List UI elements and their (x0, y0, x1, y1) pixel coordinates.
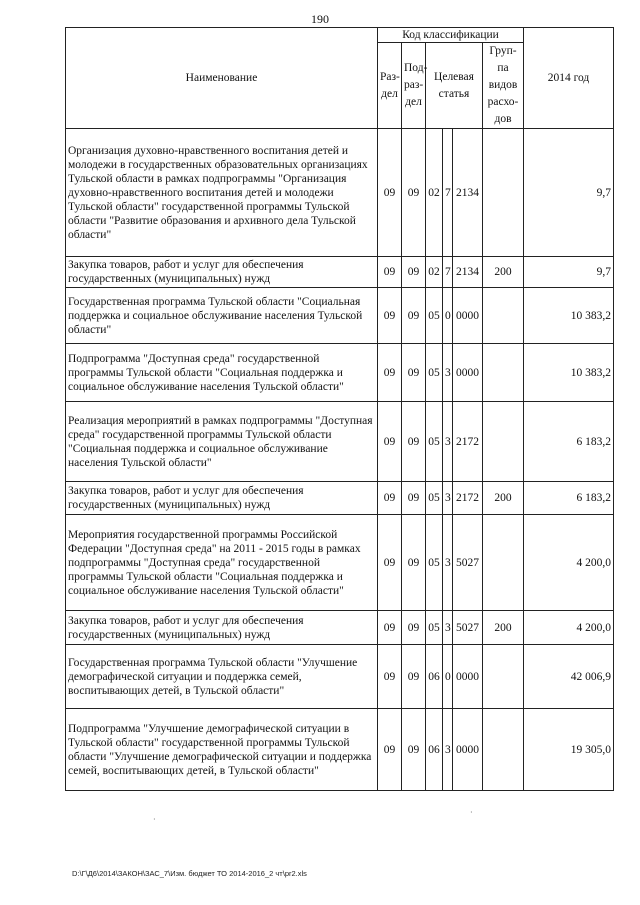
row-target-program: 05 (426, 515, 443, 611)
table-row (66, 402, 614, 482)
row-target-program: 06 (426, 645, 443, 709)
row-target-subprogram: 3 (443, 344, 453, 402)
row-section: 09 (378, 402, 402, 482)
row-expense-group: 200 (483, 257, 524, 288)
row-section: 09 (378, 257, 402, 288)
row-section: 09 (378, 344, 402, 402)
row-section: 09 (378, 129, 402, 257)
header-target-article: Целевая статья (426, 43, 483, 129)
row-name: Подпрограмма "Улучшение демографической ситуации в Тульской области" государственной программы Тульской области "Улучшение демографической ситуации и поддержка семей, воспитывающих детей, в Тульской области" (66, 709, 378, 791)
row-subsection: 09 (402, 344, 426, 402)
row-expense-group (483, 129, 524, 257)
header-section: Раз- дел (378, 43, 402, 129)
row-expense-group (483, 515, 524, 611)
row-subsection: 09 (402, 288, 426, 344)
row-target-program: 05 (426, 288, 443, 344)
table-row (66, 709, 614, 791)
row-target-subprogram: 7 (443, 257, 453, 288)
row-subsection: 09 (402, 257, 426, 288)
row-expense-group (483, 402, 524, 482)
header-expense-group: Груп- па видов расхо- дов (483, 43, 524, 129)
row-subsection: 09 (402, 129, 426, 257)
row-target-subprogram: 7 (443, 129, 453, 257)
row-name: Закупка товаров, работ и услуг для обеспечения государственных (муниципальных) нужд (66, 257, 378, 288)
row-amount: 6 183,2 (524, 482, 614, 515)
row-target-code: 2134 (453, 257, 483, 288)
row-section: 09 (378, 645, 402, 709)
header-classification: Код классификации (378, 28, 524, 43)
row-target-program: 05 (426, 344, 443, 402)
row-amount: 4 200,0 (524, 611, 614, 645)
row-amount: 19 305,0 (524, 709, 614, 791)
row-expense-group (483, 288, 524, 344)
row-amount: 9,7 (524, 257, 614, 288)
row-name: Подпрограмма "Доступная среда" государственной программы Тульской области "Социальная поддержка и социальное обслуживание населения Тульской области" (66, 344, 378, 402)
row-subsection: 09 (402, 402, 426, 482)
row-amount: 10 383,2 (524, 344, 614, 402)
row-target-code: 0000 (453, 645, 483, 709)
row-target-program: 02 (426, 129, 443, 257)
table-row (66, 645, 614, 709)
table-row (66, 288, 614, 344)
row-target-subprogram: 3 (443, 482, 453, 515)
row-target-subprogram: 0 (443, 288, 453, 344)
row-section: 09 (378, 709, 402, 791)
row-subsection: 09 (402, 482, 426, 515)
row-target-code: 5027 (453, 611, 483, 645)
row-target-program: 05 (426, 402, 443, 482)
row-name: Закупка товаров, работ и услуг для обеспечения государственных (муниципальных) нужд (66, 482, 378, 515)
page-number: 190 (311, 12, 329, 26)
row-expense-group (483, 709, 524, 791)
row-target-program: 02 (426, 257, 443, 288)
row-section: 09 (378, 611, 402, 645)
row-name: Государственная программа Тульской области "Улучшение демографической ситуации и поддержка семей, воспитывающих детей, в Тульской области" (66, 645, 378, 709)
row-expense-group: 200 (483, 611, 524, 645)
row-target-program: 06 (426, 709, 443, 791)
row-name: Закупка товаров, работ и услуг для обеспечения государственных (муниципальных) нужд (66, 611, 378, 645)
row-target-subprogram: 3 (443, 709, 453, 791)
header-name: Наименование (66, 28, 378, 129)
footer-file-path: D:\Г\Д6\2014\ЗАКОН\ЗАС_7\Изм. бюджет ТО 2014-2016_2 чт\pr2.xls (72, 869, 307, 878)
scan-speck: · (153, 815, 156, 824)
row-amount: 10 383,2 (524, 288, 614, 344)
table-row (66, 129, 614, 257)
row-target-program: 05 (426, 482, 443, 515)
row-section: 09 (378, 515, 402, 611)
row-target-code: 2134 (453, 129, 483, 257)
table-row (66, 257, 614, 288)
row-target-subprogram: 0 (443, 645, 453, 709)
table-row (66, 611, 614, 645)
row-target-code: 5027 (453, 515, 483, 611)
row-expense-group (483, 645, 524, 709)
table-row (66, 344, 614, 402)
row-target-code: 0000 (453, 288, 483, 344)
row-section: 09 (378, 288, 402, 344)
row-subsection: 09 (402, 611, 426, 645)
row-section: 09 (378, 482, 402, 515)
table-row (66, 482, 614, 515)
row-target-subprogram: 3 (443, 402, 453, 482)
row-amount: 9,7 (524, 129, 614, 257)
row-amount: 4 200,0 (524, 515, 614, 611)
row-subsection: 09 (402, 709, 426, 791)
row-target-program: 05 (426, 611, 443, 645)
row-name: Реализация мероприятий в рамках подпрограммы "Доступная среда" государственной программы Тульской области "Социальная поддержка и социальное обслуживание населения Тульской области" (66, 402, 378, 482)
row-subsection: 09 (402, 515, 426, 611)
row-target-code: 2172 (453, 402, 483, 482)
table-row (66, 515, 614, 611)
budget-table (65, 27, 614, 791)
row-amount: 6 183,2 (524, 402, 614, 482)
row-target-subprogram: 3 (443, 515, 453, 611)
row-name: Государственная программа Тульской области "Социальная поддержка и социальное обслуживание населения Тульской области" (66, 288, 378, 344)
row-target-code: 0000 (453, 709, 483, 791)
row-target-code: 0000 (453, 344, 483, 402)
row-name: Мероприятия государственной программы Российской Федерации "Доступная среда" на 2011 - 2015 годы в рамках подпрограммы "Доступная среда" государственной программы Тульской области "Социальная поддержка и социальное обслуживание населения Тульской области" (66, 515, 378, 611)
row-target-code: 2172 (453, 482, 483, 515)
row-subsection: 09 (402, 645, 426, 709)
scan-speck: · (470, 808, 473, 817)
header-year: 2014 год (524, 28, 614, 129)
row-target-subprogram: 3 (443, 611, 453, 645)
header-subsection: Под- раз- дел (402, 43, 426, 129)
row-expense-group: 200 (483, 482, 524, 515)
row-amount: 42 006,9 (524, 645, 614, 709)
row-expense-group (483, 344, 524, 402)
row-name: Организация духовно-нравственного воспитания детей и молодежи в государственных образовательных организациях Тульской области в рамках подпрограммы "Организация духовно-нравственного воспитания детей и молодежи Тульской области" государственной программы Тульской области "Развитие образования и архивного дела Тульской области" (66, 129, 378, 257)
